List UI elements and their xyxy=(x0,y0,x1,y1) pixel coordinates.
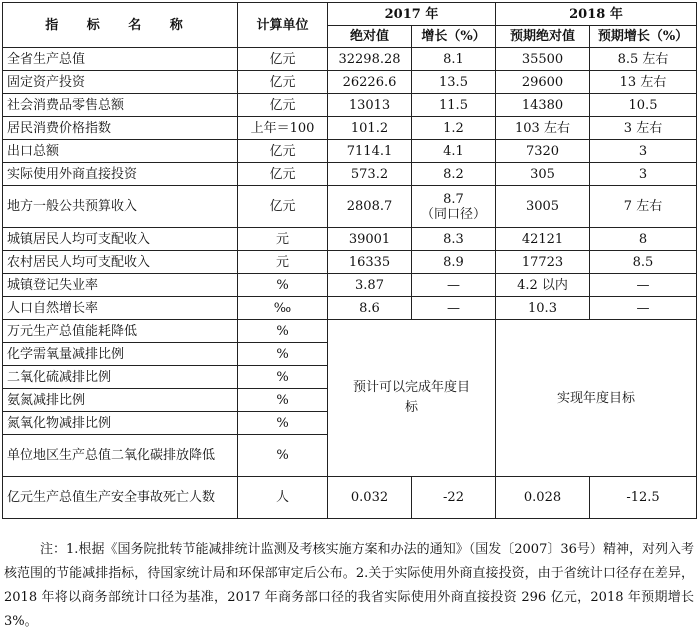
row-unit: 亿元 xyxy=(238,48,328,71)
row-name: 固定资产投资 xyxy=(3,71,238,94)
row-growth-2017: 11.5 xyxy=(412,94,496,117)
row-unit: 元 xyxy=(238,251,328,274)
row-growth-2017: 8.1 xyxy=(412,48,496,71)
table-row xyxy=(3,94,697,117)
row-growth-2017: 8.2 xyxy=(412,163,496,186)
header-indicator: 指 标 名 称 xyxy=(3,3,238,48)
header-expected-growth: 预期增长（%） xyxy=(590,26,697,48)
row-name: 社会消费品零售总额 xyxy=(3,94,238,117)
row-growth-2018: 3 xyxy=(590,163,697,186)
env-2018-target: 实现年度目标 xyxy=(496,320,697,477)
row-name: 实际使用外商直接投资 xyxy=(3,163,238,186)
row-unit: 亿元 xyxy=(238,186,328,228)
row-value-2017: 26226.6 xyxy=(328,71,412,94)
row-value-2018: 14380 xyxy=(496,94,590,117)
row-value-2017: 32298.28 xyxy=(328,48,412,71)
row-unit: 上年＝100 xyxy=(238,117,328,140)
row-growth-2017 xyxy=(412,186,496,228)
row-unit: 亿元 xyxy=(238,163,328,186)
row-unit: % xyxy=(238,343,328,366)
row-value-2018: 103 左右 xyxy=(496,117,590,140)
env-2017-target: 预计可以完成年度目标 xyxy=(328,320,496,477)
header-year-2017: 2017 年 xyxy=(328,3,496,26)
row-unit: ‰ xyxy=(238,297,328,320)
row-growth-2018: 3 左右 xyxy=(590,117,697,140)
row-growth-2018: 10.5 xyxy=(590,94,697,117)
row-value-2017: 8.6 xyxy=(328,297,412,320)
table-row xyxy=(3,48,697,71)
row-growth-2018: — xyxy=(590,297,697,320)
header-year-2018: 2018 年 xyxy=(496,3,697,26)
row-growth-value: 8.7 xyxy=(443,191,464,207)
table-row xyxy=(3,228,697,251)
table-row xyxy=(3,477,697,519)
row-value-2018: 42121 xyxy=(496,228,590,251)
row-unit: % xyxy=(238,435,328,477)
row-value-2017: 101.2 xyxy=(328,117,412,140)
row-growth-2018: 8.5 xyxy=(590,251,697,274)
row-name: 农村居民人均可支配收入 xyxy=(3,251,238,274)
row-value-2018: 4.2 以内 xyxy=(496,274,590,297)
row-name: 化学需氧量减排比例 xyxy=(3,343,238,366)
row-unit: % xyxy=(238,320,328,343)
row-unit: % xyxy=(238,412,328,435)
row-growth-2017: 8.3 xyxy=(412,228,496,251)
row-value-2017: 573.2 xyxy=(328,163,412,186)
row-value-2018: 0.028 xyxy=(496,477,590,519)
row-name: 出口总额 xyxy=(3,140,238,163)
table-row xyxy=(3,297,697,320)
table-row xyxy=(3,140,697,163)
row-name: 亿元生产总值生产安全事故死亡人数 xyxy=(3,477,238,519)
row-name: 二氧化硫减排比例 xyxy=(3,366,238,389)
row-growth-2018: 8 xyxy=(590,228,697,251)
row-growth-2018: 8.5 左右 xyxy=(590,48,697,71)
row-name: 城镇登记失业率 xyxy=(3,274,238,297)
table-row xyxy=(3,274,697,297)
row-growth-2018: — xyxy=(590,274,697,297)
row-growth-2017: 1.2 xyxy=(412,117,496,140)
row-value-2018: 17723 xyxy=(496,251,590,274)
row-unit: 亿元 xyxy=(238,94,328,117)
row-growth-2018: 7 左右 xyxy=(590,186,697,228)
row-growth-2017: — xyxy=(412,297,496,320)
table-row xyxy=(3,320,697,343)
row-name: 氨氮减排比例 xyxy=(3,389,238,412)
row-value-2018: 7320 xyxy=(496,140,590,163)
row-growth-2017: -22 xyxy=(412,477,496,519)
header-expected-abs: 预期绝对值 xyxy=(496,26,590,48)
footnote: 注：1.根据《国务院批转节能减排统计监测及考核实施方案和办法的通知》（国发〔2007〕36号）精神，对列入考核范围的节能减排指标，待国家统计局和环保部审定后公布。2.关于实际使用外商直接投资，由于省统计口径存在差异，2018 年将以商务部统计口径为基准，2017 年商务部口径的我省实际使用外商直接投资 296 亿元，2018 年预期增长 3%。 xyxy=(4,542,694,629)
row-growth-2017: 13.5 xyxy=(412,71,496,94)
row-name: 单位地区生产总值二氧化碳排放降低 xyxy=(3,435,238,477)
row-value-2017: 0.032 xyxy=(328,477,412,519)
row-value-2017: 16335 xyxy=(328,251,412,274)
row-unit: % xyxy=(238,389,328,412)
table-row xyxy=(3,117,697,140)
row-unit: % xyxy=(238,274,328,297)
row-value-2018: 305 xyxy=(496,163,590,186)
row-value-2017: 7114.1 xyxy=(328,140,412,163)
header-unit: 计算单位 xyxy=(238,3,328,48)
row-value-2017: 39001 xyxy=(328,228,412,251)
row-growth-2017: 4.1 xyxy=(412,140,496,163)
row-name: 居民消费价格指数 xyxy=(3,117,238,140)
header-abs-value: 绝对值 xyxy=(328,26,412,48)
table-row xyxy=(3,71,697,94)
row-growth-2018: 3 xyxy=(590,140,697,163)
row-unit: 人 xyxy=(238,477,328,519)
row-name: 城镇居民人均可支配收入 xyxy=(3,228,238,251)
row-name: 万元生产总值能耗降低 xyxy=(3,320,238,343)
row-name: 人口自然增长率 xyxy=(3,297,238,320)
table-row xyxy=(3,186,697,228)
row-value-2017: 2808.7 xyxy=(328,186,412,228)
row-unit: 亿元 xyxy=(238,71,328,94)
row-value-2018: 3005 xyxy=(496,186,590,228)
row-name: 全省生产总值 xyxy=(3,48,238,71)
row-value-2017: 3.87 xyxy=(328,274,412,297)
row-growth-note: （同口径） xyxy=(420,206,486,222)
row-unit: % xyxy=(238,366,328,389)
row-value-2017: 13013 xyxy=(328,94,412,117)
row-value-2018: 29600 xyxy=(496,71,590,94)
row-growth-2017: 8.9 xyxy=(412,251,496,274)
row-unit: 亿元 xyxy=(238,140,328,163)
row-growth-2018: 13 左右 xyxy=(590,71,697,94)
row-value-2018: 35500 xyxy=(496,48,590,71)
row-unit: 元 xyxy=(238,228,328,251)
table-row xyxy=(3,163,697,186)
row-growth-2017: — xyxy=(412,274,496,297)
row-value-2018: 10.3 xyxy=(496,297,590,320)
header-growth: 增长（%） xyxy=(412,26,496,48)
row-name: 地方一般公共预算收入 xyxy=(3,186,238,228)
indicator-table xyxy=(2,2,697,519)
table-row xyxy=(3,251,697,274)
row-growth-2018: -12.5 xyxy=(590,477,697,519)
row-name: 氮氧化物减排比例 xyxy=(3,412,238,435)
